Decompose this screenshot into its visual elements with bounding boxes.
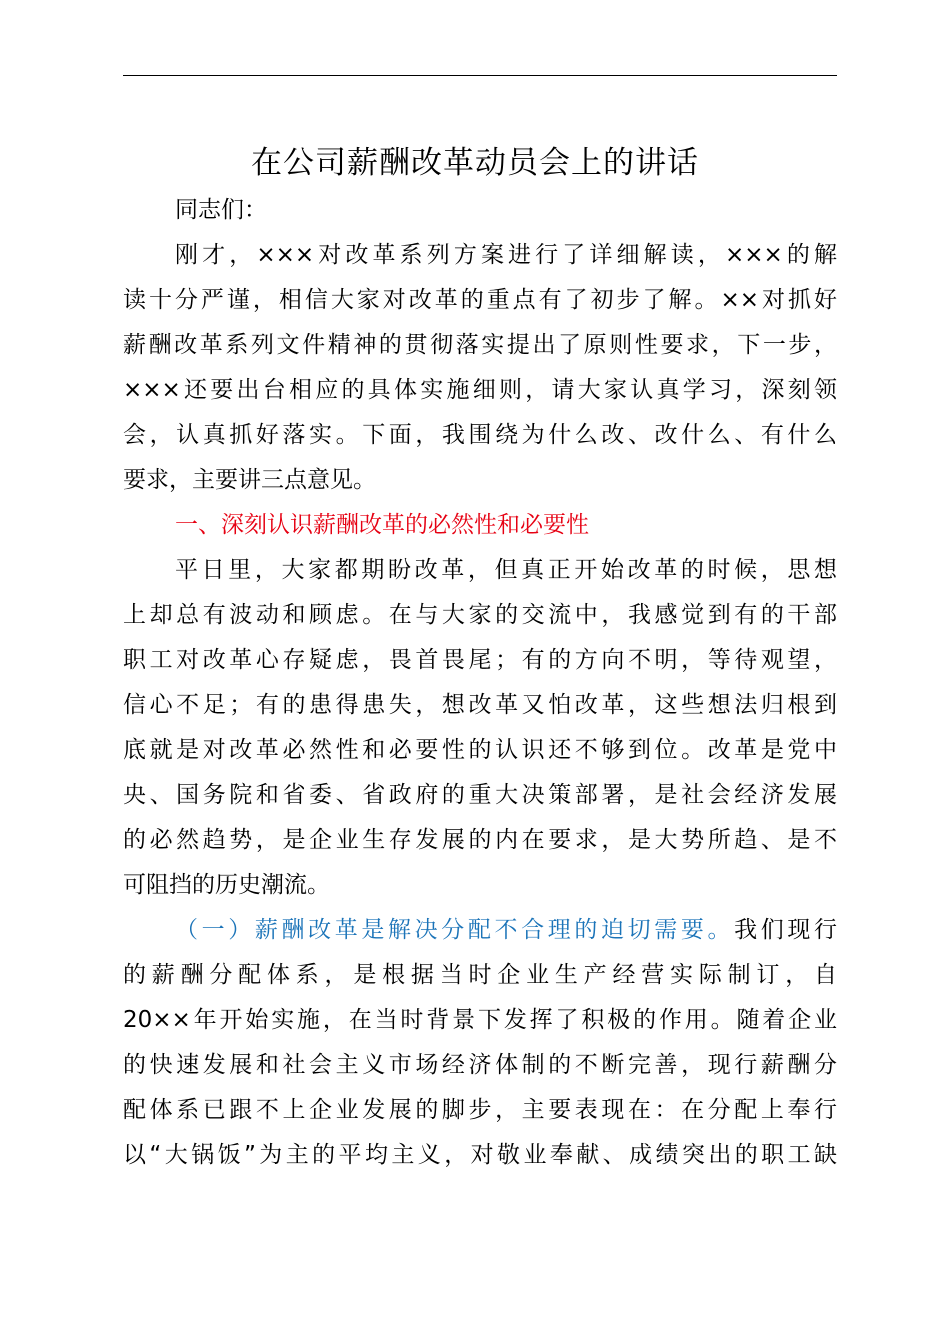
paragraph-line: 职工对改革心存疑虑，畏首畏尾；有的方向不明，等待观望， xyxy=(123,647,837,673)
document-body xyxy=(123,188,837,1178)
paragraph-line: 平日里，大家都期盼改革，但真正开始改革的时候，思想 xyxy=(175,557,837,583)
paragraph-line: 信心不足；有的患得患失，想改革又怕改革，这些想法归根到 xyxy=(123,692,837,718)
paragraph-line: 配体系已跟不上企业发展的脚步，主要表现在：在分配上奉行 xyxy=(123,1097,837,1123)
paragraph-text: 我们现行 xyxy=(734,917,837,943)
paragraph-line: 可阻挡的历史潮流。 xyxy=(123,872,330,898)
paragraph-line: 薪酬改革系列文件精神的贯彻落实提出了原则性要求，下一步， xyxy=(123,332,837,358)
paragraph-line: 上却总有波动和顾虑。在与大家的交流中，我感觉到有的干部 xyxy=(123,602,837,628)
subsection-heading-1: （一）薪酬改革是解决分配不合理的迫切需要。 xyxy=(175,917,735,943)
paragraph-3 xyxy=(123,908,837,1178)
paragraph-2 xyxy=(123,548,837,908)
paragraph-line: 20××年开始实施，在当时背景下发挥了积极的作用。随着企业 xyxy=(123,1007,837,1033)
paragraph-line-first xyxy=(123,908,837,953)
paragraph-line: 刚才，×××对改革系列方案进行了详细解读，×××的解 xyxy=(175,242,837,268)
document-title: 在公司薪酬改革动员会上的讲话 xyxy=(251,145,699,181)
salutation: 同志们： xyxy=(175,197,267,223)
paragraph-1 xyxy=(123,233,837,503)
paragraph-line: 以“大锅饭”为主的平均主义，对敬业奉献、成绩突出的职工缺 xyxy=(123,1142,837,1168)
paragraph-line: 会，认真抓好落实。下面，我围绕为什么改、改什么、有什么 xyxy=(123,422,837,448)
section-heading-1: 一、深刻认识薪酬改革的必然性和必要性 xyxy=(175,512,589,538)
paragraph-line: 央、国务院和省委、省政府的重大决策部署，是社会经济发展 xyxy=(123,782,837,808)
paragraph-line: 的快速发展和社会主义市场经济体制的不断完善，现行薪酬分 xyxy=(123,1052,837,1078)
paragraph-line: 的必然趋势，是企业生存发展的内在要求，是大势所趋、是不 xyxy=(123,827,837,853)
paragraph-line: 的薪酬分配体系，是根据当时企业生产经营实际制订，自 xyxy=(123,962,837,988)
paragraph-line: 要求，主要讲三点意见。 xyxy=(123,467,376,493)
paragraph-line: 底就是对改革必然性和必要性的认识还不够到位。改革是党中 xyxy=(123,737,837,763)
paragraph-line: 读十分严谨，相信大家对改革的重点有了初步了解。××对抓好 xyxy=(123,287,837,313)
header-rule xyxy=(123,75,837,76)
paragraph-line: ×××还要出台相应的具体实施细则，请大家认真学习，深刻领 xyxy=(123,377,837,403)
